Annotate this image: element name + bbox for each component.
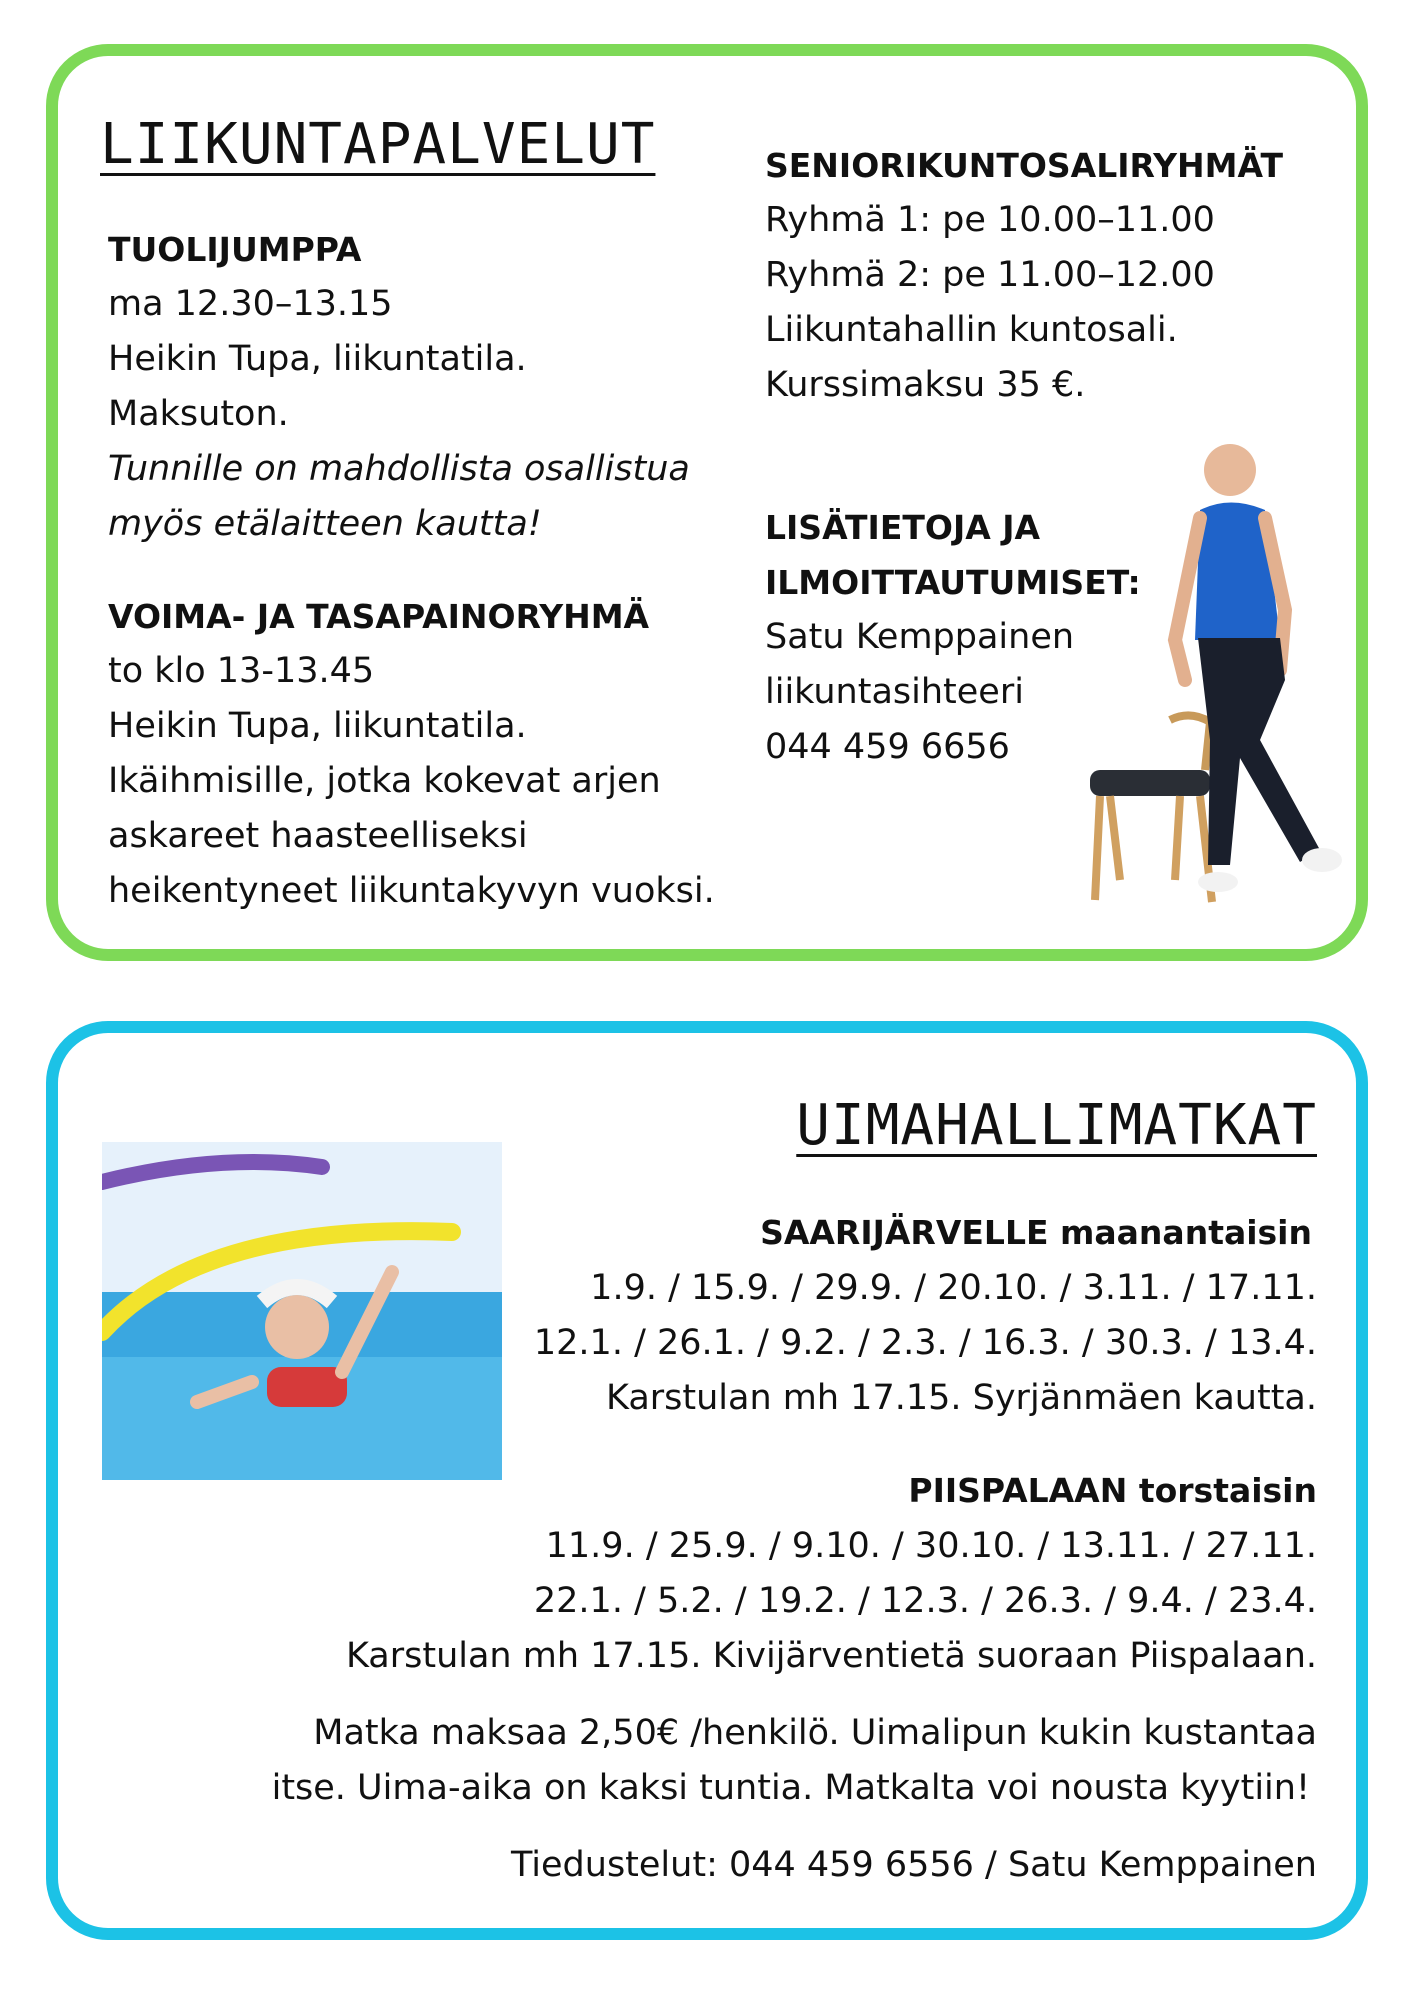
travel-info: itse. Uima-aika on kaksi tuntia. Matkalta voi nousta kyytiin! (271, 1768, 1310, 1808)
liikuntapalvelut-title: LIIKUNTAPALVELUT (100, 112, 656, 177)
voima-line: askareet haasteelliseksi (108, 816, 528, 856)
tuolijumppa-line: ma 12.30–13.15 (108, 284, 393, 324)
piispala-heading: PIISPALAAN torstaisin (908, 1471, 1317, 1510)
voima-line: to klo 13-13.45 (108, 651, 375, 691)
travel-info: Matka maksaa 2,50€ /henkilö. Uimalipun kukin kustantaa (313, 1713, 1317, 1753)
tuolijumppa-line: Heikin Tupa, liikuntatila. (108, 339, 527, 379)
voima-heading: VOIMA- JA TASAPAINORYHMÄ (108, 597, 650, 636)
aqua-exercise-photo (102, 1142, 502, 1480)
piispala-dates: 22.1. / 5.2. / 19.2. / 12.3. / 26.3. / 9.4. / 23.4. (533, 1581, 1317, 1621)
contact-line: liikuntasihteeri (765, 672, 1024, 712)
tuolijumppa-heading: TUOLIJUMPPA (108, 230, 362, 269)
voima-line: heikentyneet liikuntakyvyn vuoksi. (108, 871, 715, 911)
voima-line: Ikäihmisille, jotka kokevat arjen (108, 761, 661, 801)
inquiries-contact: Tiedustelut: 044 459 6556 / Satu Kemppainen (510, 1845, 1317, 1885)
saarijarvi-heading: SAARIJÄRVELLE maanantaisin (760, 1213, 1312, 1252)
saarijarvi-dates: 12.1. / 26.1. / 9.2. / 2.3. / 16.3. / 30.3. / 13.4. (533, 1323, 1317, 1363)
tuolijumppa-line: Maksuton. (108, 394, 289, 434)
senior-line: Ryhmä 2: pe 11.00–12.00 (765, 255, 1215, 295)
tuolijumppa-note: Tunnille on mahdollista osallistua (108, 449, 690, 489)
tuolijumppa-note: myös etälaitteen kautta! (108, 504, 542, 544)
uimahallimatkat-title: UIMAHALLIMATKAT (796, 1093, 1317, 1158)
chair-illustration (1090, 715, 1212, 902)
senior-heading: SENIORIKUNTOSALIRYHMÄT (765, 146, 1283, 185)
senior-line: Liikuntahallin kuntosali. (765, 310, 1178, 350)
senior-man-with-chair-image (1080, 440, 1400, 920)
senior-line: Kurssimaksu 35 €. (765, 365, 1086, 405)
saarijarvi-route: Karstulan mh 17.15. Syrjänmäen kautta. (605, 1378, 1317, 1418)
voima-line: Heikin Tupa, liikuntatila. (108, 706, 527, 746)
piispala-route: Karstulan mh 17.15. Kivijärventietä suoraan Piispalaan. (345, 1636, 1317, 1676)
contact-phone: 044 459 6656 (765, 727, 1010, 767)
saarijarvi-dates: 1.9. / 15.9. / 29.9. / 20.10. / 3.11. / 17.11. (590, 1268, 1317, 1308)
contact-heading: ILMOITTAUTUMISET: (765, 563, 1141, 602)
piispala-dates: 11.9. / 25.9. / 9.10. / 30.10. / 13.11. / 27.11. (545, 1526, 1317, 1566)
contact-line: Satu Kemppainen (765, 617, 1075, 657)
senior-line: Ryhmä 1: pe 10.00–11.00 (765, 200, 1215, 240)
contact-heading: LISÄTIETOJA JA (765, 508, 1041, 547)
